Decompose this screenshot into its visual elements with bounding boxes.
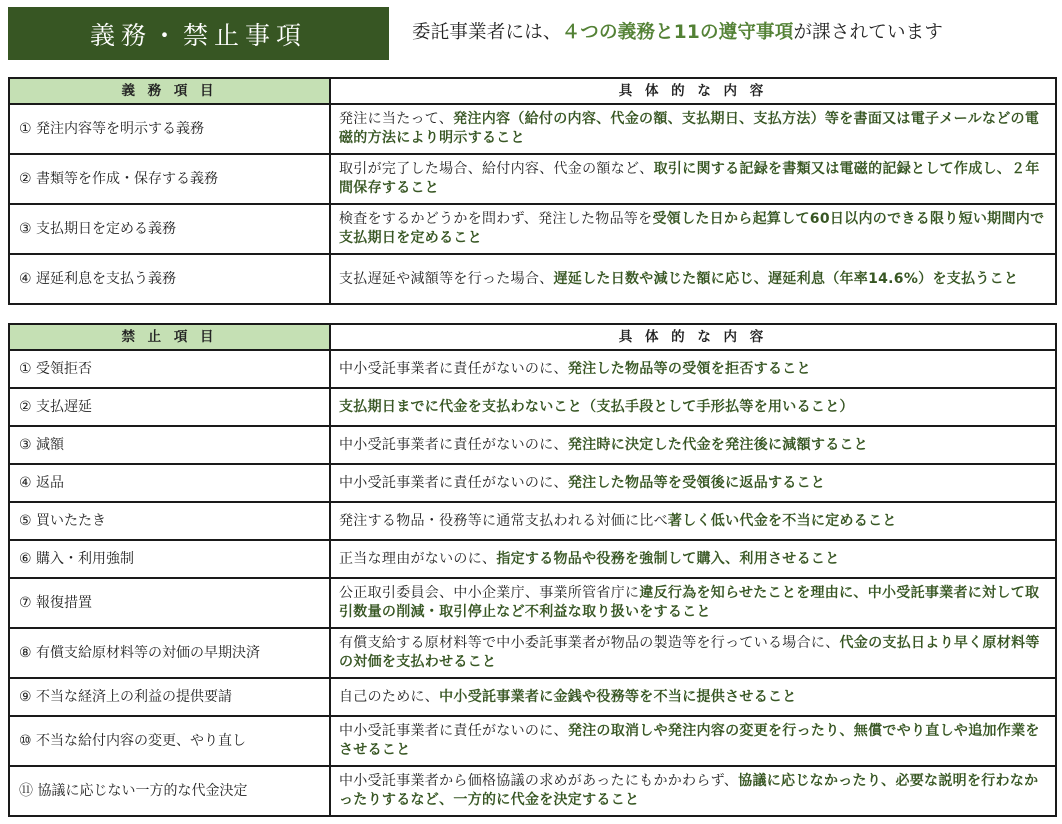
- prohibitions-table: [8, 323, 1057, 817]
- description-highlight: 発注した物品等を受領後に返品すること: [567, 474, 826, 491]
- prohibition-row: [9, 350, 1056, 388]
- prohibition-row: [9, 464, 1056, 502]
- description-text: 発注する物品・役務等に通常支払われる対価に比べ: [339, 512, 668, 529]
- description-highlight: 違反行為を知らせたことを理由に、中小受託事業者に対して取引数量の削減・取引停止など不利益な取り扱いをすること: [339, 585, 1040, 620]
- description-highlight: 支払期日までに代金を支払わないこと（支払手段として手形払等を用いること）: [339, 398, 854, 415]
- item-description: [330, 426, 1056, 464]
- description-text: 中小受託事業者に責任がないのに、: [339, 474, 568, 491]
- obligation-row: [9, 104, 1056, 154]
- obligations-header-row: [9, 78, 1056, 104]
- prohibitions-col-desc-header: 具 体 的 な 内 容: [330, 324, 1056, 350]
- description-highlight: 遅延した日数や減じた額に応じ、遅延利息（年率14.6%）を支払うこと: [553, 270, 1019, 287]
- description-text: 発注に当たって、: [339, 111, 454, 127]
- item-label: ② 書類等を作成・保存する義務: [9, 154, 330, 204]
- item-label: ② 支払遅延: [9, 388, 330, 426]
- item-description: [330, 388, 1056, 426]
- item-description: [330, 540, 1056, 578]
- prohibition-row: [9, 540, 1056, 578]
- item-label: ④ 返品: [9, 464, 330, 502]
- prohibitions-col-item-header: 禁 止 項 目: [9, 324, 330, 350]
- obligations-col-desc-header: 具 体 的 な 内 容: [330, 78, 1056, 104]
- description-text: 中小受託事業者から価格協議の求めがあったにもかかわらず、: [339, 773, 739, 789]
- description-highlight: 発注の取消しや発注内容の変更を行ったり、無償でやり直しや追加作業をさせること: [339, 723, 1040, 758]
- item-description: [330, 204, 1056, 254]
- prohibition-row: [9, 502, 1056, 540]
- item-description: [330, 628, 1056, 678]
- obligation-row: [9, 254, 1056, 304]
- prohibitions-header-row: [9, 324, 1056, 350]
- item-label: ⑤ 買いたたき: [9, 502, 330, 540]
- description-text: 中小受託事業者に責任がないのに、: [339, 436, 568, 453]
- item-label: ⑥ 購入・利用強制: [9, 540, 330, 578]
- prohibition-row: [9, 678, 1056, 716]
- description-highlight: 指定する物品や役務を強制して購入、利用させること: [496, 550, 840, 567]
- description-text: 正当な理由がないのに、: [339, 550, 497, 567]
- description-text: 自己のために、: [339, 688, 440, 705]
- item-label: ④ 遅延利息を支払う義務: [9, 254, 330, 304]
- subtitle-highlight: ４つの義務と11の遵守事項: [561, 22, 794, 43]
- prohibition-row: [9, 766, 1056, 816]
- obligation-row: [9, 154, 1056, 204]
- obligations-col-item-header: 義 務 項 目: [9, 78, 330, 104]
- item-label: ⑨ 不当な経済上の利益の提供要請: [9, 678, 330, 716]
- description-text: 公正取引委員会、中小企業庁、事業所管省庁に: [339, 585, 640, 601]
- item-description: [330, 716, 1056, 766]
- item-label: ③ 支払期日を定める義務: [9, 204, 330, 254]
- item-label: ③ 減額: [9, 426, 330, 464]
- page-title-text: 義務・禁止事項: [89, 20, 307, 50]
- obligations-table: [8, 77, 1057, 305]
- prohibition-row: [9, 628, 1056, 678]
- item-label: ⑪ 協議に応じない一方的な代金決定: [9, 766, 330, 816]
- description-text: 有償支給する原材料等で中小委託事業者が物品の製造等を行っている場合に、: [339, 635, 840, 651]
- subtitle-part-1: 委託事業者には、: [412, 22, 562, 43]
- description-highlight: 代金の支払日より早く原材料等の対価を支払わせること: [339, 635, 1040, 670]
- item-label: ⑩ 不当な給付内容の変更、やり直し: [9, 716, 330, 766]
- item-label: ① 発注内容等を明示する義務: [9, 104, 330, 154]
- item-description: [330, 154, 1056, 204]
- item-description: [330, 678, 1056, 716]
- page-title: [8, 7, 389, 60]
- item-description: [330, 464, 1056, 502]
- description-text: 支払遅延や減額等を行った場合、: [339, 270, 554, 287]
- description-highlight: 協議に応じなかったり、必要な説明を行わなかったりするなど、一方的に代金を決定すること: [339, 773, 1039, 808]
- description-highlight: 受領した日から起算して60日以内のできる限り短い期間内で支払期日を定めること: [339, 211, 1045, 246]
- item-description: [330, 502, 1056, 540]
- description-highlight: 発注した物品等の受領を拒否すること: [567, 360, 811, 377]
- item-label: ① 受領拒否: [9, 350, 330, 388]
- item-label: ⑧ 有償支給原材料等の対価の早期決済: [9, 628, 330, 678]
- subtitle-part-3: が課されています: [793, 22, 944, 43]
- prohibition-row: [9, 426, 1056, 464]
- prohibition-row: [9, 388, 1056, 426]
- item-description: [330, 104, 1056, 154]
- description-text: 取引が完了した場合、給付内容、代金の額など、: [339, 161, 654, 177]
- subtitle: [412, 18, 943, 44]
- item-description: [330, 254, 1056, 304]
- description-highlight: 中小受託事業者に金銭や役務等を不当に提供させること: [439, 688, 797, 705]
- prohibition-row: [9, 578, 1056, 628]
- description-text: 中小受託事業者に責任がないのに、: [339, 360, 568, 377]
- item-label: ⑦ 報復措置: [9, 578, 330, 628]
- description-highlight: 発注内容（給付の内容、代金の額、支払期日、支払方法）等を書面又は電子メールなどの電磁的方法により明示すること: [339, 111, 1040, 146]
- description-highlight: 取引に関する記録を書類又は電磁的記録として作成し、２年間保存すること: [339, 161, 1040, 196]
- obligation-row: [9, 204, 1056, 254]
- description-text: 中小受託事業者に責任がないのに、: [339, 723, 568, 739]
- item-description: [330, 766, 1056, 816]
- description-text: 検査をするかどうかを問わず、発注した物品等を: [339, 211, 653, 227]
- prohibition-row: [9, 716, 1056, 766]
- description-highlight: 著しく低い代金を不当に定めること: [667, 512, 897, 529]
- item-description: [330, 578, 1056, 628]
- item-description: [330, 350, 1056, 388]
- description-highlight: 発注時に決定した代金を発注後に減額すること: [567, 436, 869, 453]
